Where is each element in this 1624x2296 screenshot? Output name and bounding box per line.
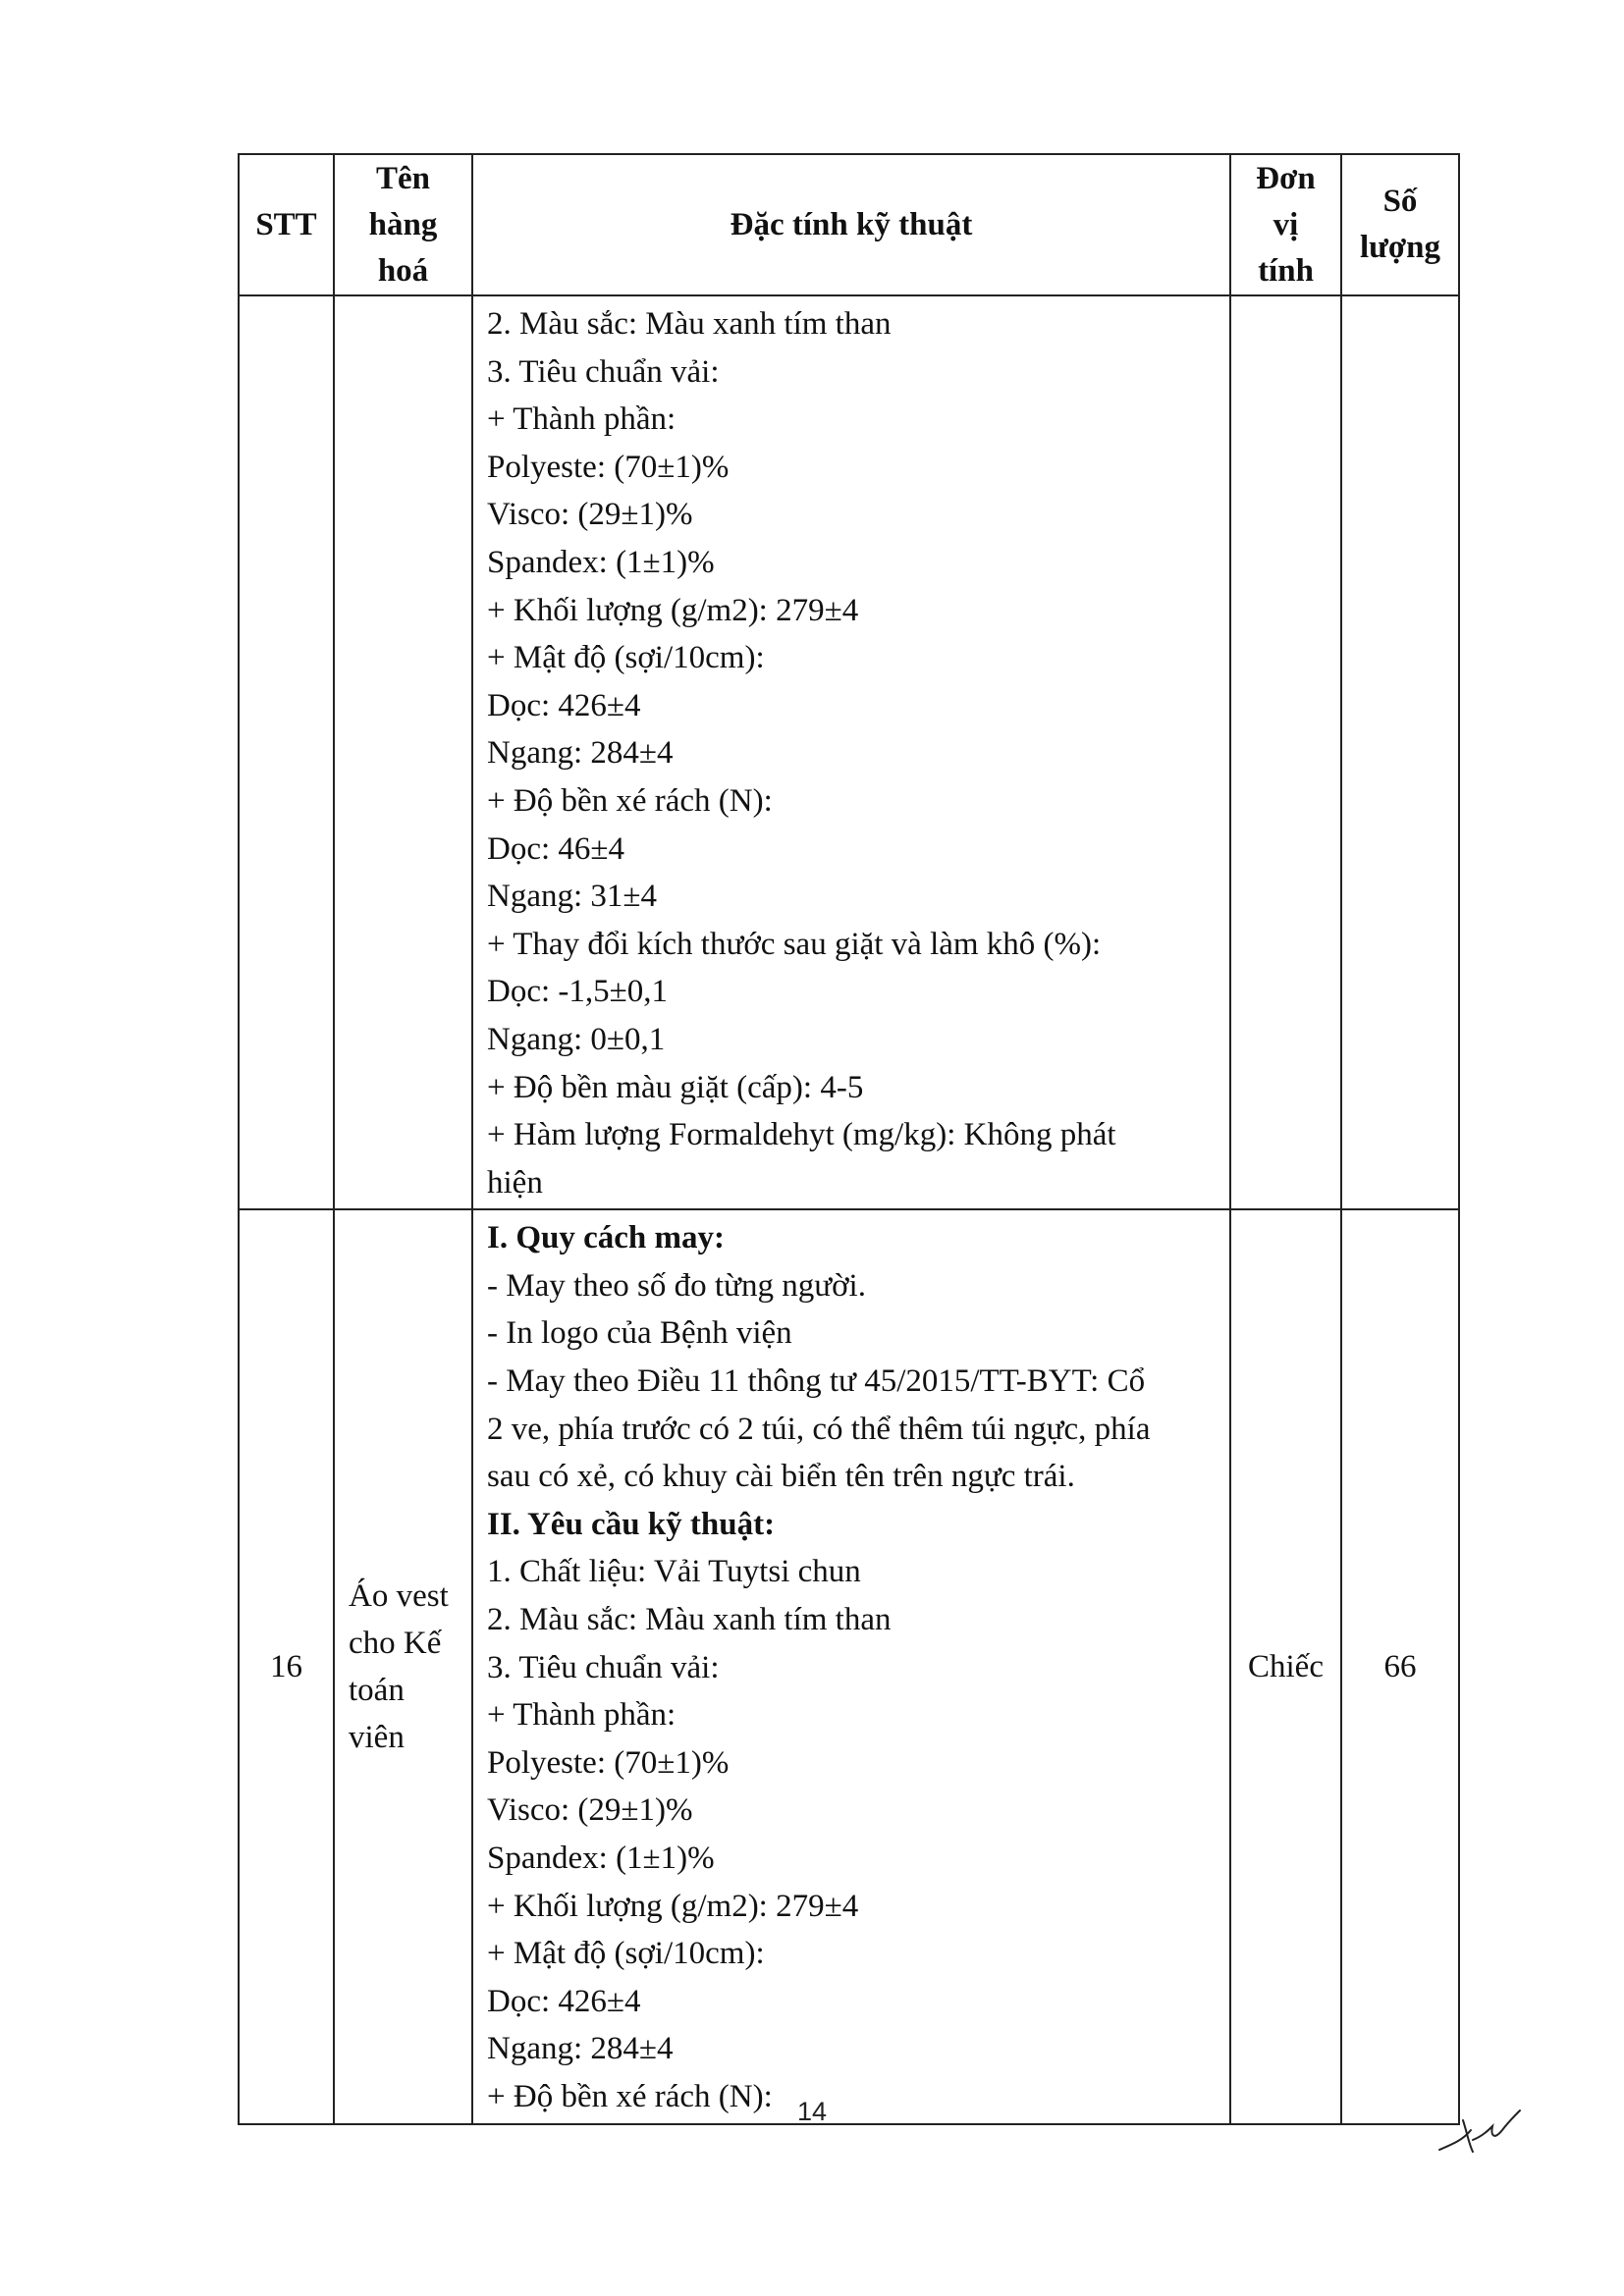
item-name-line: Áo vest <box>349 1577 449 1614</box>
spec-line: Dọc: -1,5±0,1 <box>487 974 668 1010</box>
spec-line: + Khối lượng (g/m2): 279±4 <box>487 592 859 628</box>
cell-qty-empty <box>1341 295 1459 1209</box>
spec-section-heading: I. Quy cách may: <box>487 1220 725 1256</box>
table-row-continued <box>239 295 1459 1209</box>
spec-line: Visco: (29±1)% <box>487 1792 693 1829</box>
spec-line: sau có xẻ, có khuy cài biển tên trên ngực trái. <box>487 1459 1075 1495</box>
spec-line: + Độ bền xé rách (N): <box>487 782 773 819</box>
spec-line: + Thành phần: <box>487 401 677 438</box>
spec-line: Ngang: 0±0,1 <box>487 1021 666 1057</box>
spec-line: 2. Màu sắc: Màu xanh tím than <box>487 306 892 342</box>
spec-line: Ngang: 284±4 <box>487 735 674 772</box>
cell-item-name <box>334 1209 472 2123</box>
cell-name-empty <box>334 295 472 1209</box>
cell-qty <box>1341 1209 1459 2123</box>
spec-line: + Mật độ (sợi/10cm): <box>487 1936 765 1972</box>
spec-line: Spandex: (1±1)% <box>487 544 715 580</box>
spec-line: Dọc: 426±4 <box>487 687 641 723</box>
cell-unit-empty <box>1230 295 1341 1209</box>
spec-table <box>238 153 1460 2125</box>
cell-unit <box>1230 1209 1341 2123</box>
spec-line: + Độ bền màu giặt (cấp): 4-5 <box>487 1069 864 1105</box>
header-qty-line: lượng <box>1359 230 1441 265</box>
header-name-line: hoá <box>377 252 429 289</box>
spec-line: Dọc: 46±4 <box>487 830 625 867</box>
spec-section-heading: II. Yêu cầu kỹ thuật: <box>487 1506 776 1542</box>
header-name-line: Tên <box>375 160 430 196</box>
header-stt-label: STT <box>255 206 317 242</box>
spec-line: + Khối lượng (g/m2): 279±4 <box>487 1888 859 1924</box>
cell-spec <box>472 1209 1230 2123</box>
spec-line: 3. Tiêu chuẩn vải: <box>487 353 720 390</box>
header-spec-label: Đặc tính kỹ thuật <box>730 206 973 242</box>
spec-line: Visco: (29±1)% <box>487 497 693 533</box>
spec-line: + Mật độ (sợi/10cm): <box>487 640 765 676</box>
header-stt <box>239 154 334 295</box>
header-unit <box>1230 154 1341 295</box>
header-spec <box>472 154 1230 295</box>
unit-value: Chiếc <box>1248 1648 1324 1684</box>
spec-line: + Thay đổi kích thước sau giặt và làm khô (%): <box>487 926 1102 962</box>
spec-line: Ngang: 284±4 <box>487 2031 674 2067</box>
spec-line: + Độ bền xé rách (N): <box>487 2078 773 2114</box>
spec-line: Polyeste: (70±1)% <box>487 1744 730 1781</box>
header-name-line: hàng <box>368 206 438 242</box>
header-unit-line: vị <box>1272 206 1299 242</box>
spec-line: 1. Chất liệu: Vải Tuytsi chun <box>487 1554 861 1590</box>
header-name <box>334 154 472 295</box>
table-row-16 <box>239 1209 1459 2123</box>
spec-line: hiện <box>487 1164 543 1201</box>
header-unit-line: Đơn <box>1256 160 1316 196</box>
stt-value: 16 <box>270 1648 302 1684</box>
header-qty <box>1341 154 1459 295</box>
spec-line: 2. Màu sắc: Màu xanh tím than <box>487 1602 892 1638</box>
spec-line: - May theo Điều 11 thông tư 45/2015/TT-BYT: Cổ <box>487 1363 1146 1400</box>
spec-line: + Hàm lượng Formaldehyt (mg/kg): Không phát <box>487 1117 1116 1153</box>
spec-line: - May theo số đo từng người. <box>487 1267 866 1304</box>
spec-line: 3. Tiêu chuẩn vải: <box>487 1649 720 1685</box>
spec-line: + Thành phần: <box>487 1697 677 1734</box>
item-name-line: viên <box>349 1719 405 1755</box>
table-header-row <box>239 154 1459 295</box>
spec-line: Ngang: 31±4 <box>487 879 658 915</box>
qty-value: 66 <box>1383 1648 1417 1684</box>
item-name-line: cho Kế <box>349 1625 442 1661</box>
cell-stt <box>239 1209 334 2123</box>
item-name-line: toán <box>349 1672 405 1708</box>
page-number: 14 <box>796 2097 828 2126</box>
header-qty-line: Số <box>1382 184 1418 219</box>
spec-line: 2 ve, phía trước có 2 túi, có thể thêm túi ngực, phía <box>487 1411 1151 1447</box>
cell-spec-continued <box>472 295 1230 1209</box>
cell-stt-empty <box>239 295 334 1209</box>
spec-line: Dọc: 426±4 <box>487 1983 641 2019</box>
header-unit-line: tính <box>1258 252 1314 289</box>
spec-line: Spandex: (1±1)% <box>487 1841 715 1876</box>
spec-line: - In logo của Bệnh viện <box>487 1315 792 1352</box>
spec-line: Polyeste: (70±1)% <box>487 449 730 485</box>
